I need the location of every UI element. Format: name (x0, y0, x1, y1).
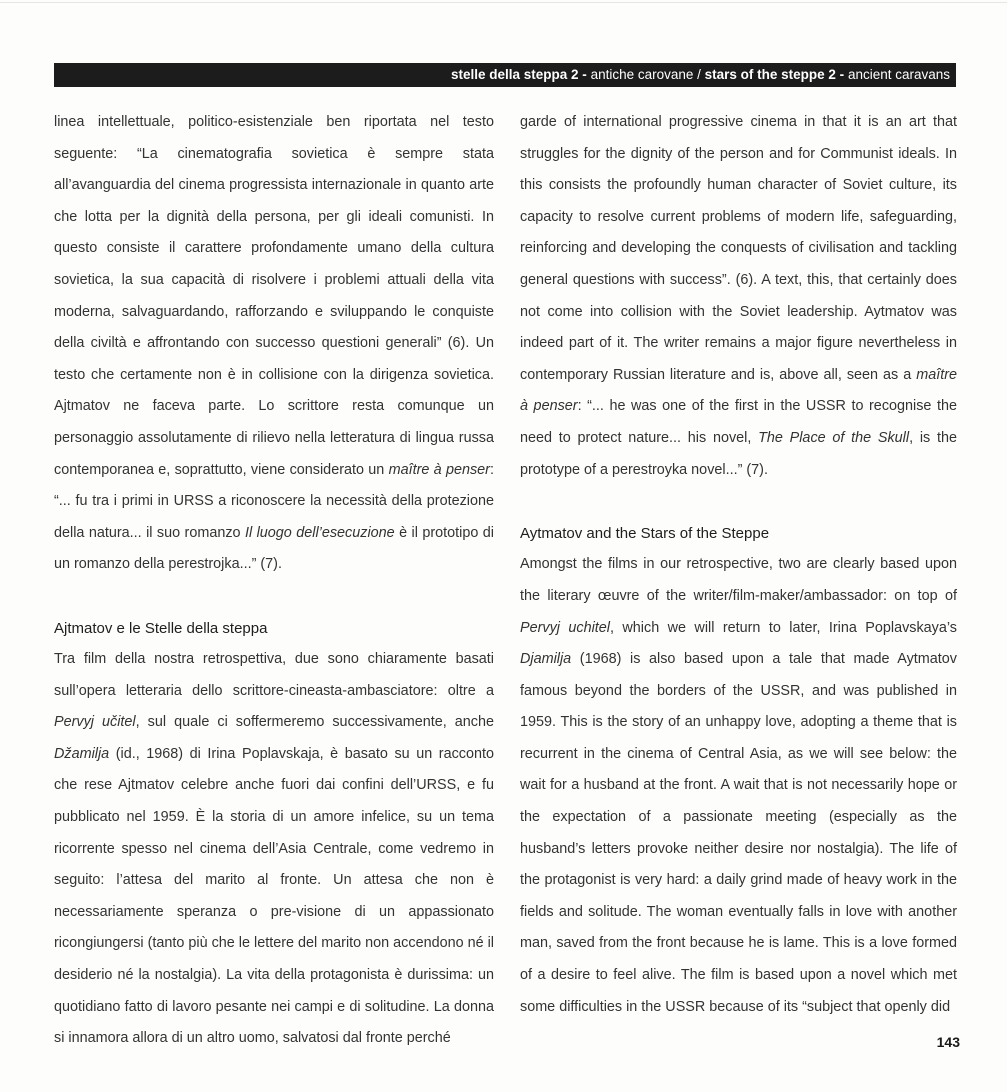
english-column (520, 107, 957, 1023)
text-run: garde of international progressive cinema in that it is an art that struggles for the dignity of the person and for Communist ideals. In this consists the profoundly human character of Soviet culture, its capacity to resolve current problems of modern life, safeguarding, reinforcing and developing the conquests of civilisation and tackling general questions with success”. (6). A text, this, that certainly does not come into collision with the Soviet leadership. Aytmatov was indeed part of it. The writer remains a major figure nevertheless in contemporary Russian literature and is, above all, seen as a (520, 114, 957, 383)
header-en-light: ancient caravans (847, 67, 950, 82)
header-en-bold: stars of the steppe 2 - (704, 67, 848, 82)
italic-title: Djamilja (520, 651, 572, 668)
section-spacer (520, 486, 957, 518)
text-run: è il prototipo di un romanzo della perestrojka...” (7). (54, 524, 494, 573)
english-paragraph-1 (520, 107, 957, 486)
italic-title: The Place of the Skull (758, 429, 910, 446)
italic-title: Il luogo dell’esecuzione (244, 524, 395, 541)
text-run: (1968) is also based upon a tale that made Aytmatov famous beyond the borders of the USSR, and was published in 1959. This is the story of an unhappy love, adopting a theme that is recurrent in the cinema of Central Asia, as we will see below: the wait for a husband at the front. A wait that is not necessarily hope or the expectation of a passionate meeting (especially as the husband’s letters provoke neither desire nor nostalgia). The life of the protagonist is very hard: a daily grind made of heavy work in the fields and solitude. The woman eventually falls in love with another man, saved from the front because he is lame. This is a love formed of a desire to feel alive. The film is based upon a novel which met some difficulties in the USSR because of its “subject that openly did (520, 651, 957, 1015)
english-paragraph-2 (520, 549, 957, 1023)
text-run: Amongst the films in our retrospective, two are clearly based upon the literary œuvre of the writer/film-maker/ambassador: on top of (520, 556, 957, 604)
text-run: , sul quale ci soffermeremo successivamente, anche (135, 714, 494, 731)
italic-term: maître à penser (388, 461, 490, 478)
text-run: , which we will return to later, Irina Poplavskaya’s (610, 619, 958, 636)
text-run: , is the prototype of a perestroyka novel...” (7). (520, 429, 957, 478)
header-it-light: antiche carovane / (590, 67, 705, 82)
italic-title: Pervyj uchitel (520, 619, 610, 636)
text-run: : “... he was one of the first in the USSR to recognise the need to protect nature... his novel, (520, 398, 957, 446)
italian-paragraph-1 (54, 107, 494, 581)
header-it-bold: stelle della steppa 2 - (451, 67, 591, 82)
italic-title: Pervyj učitel (54, 714, 136, 731)
page-number: 143 (936, 1034, 960, 1050)
italian-column (54, 107, 494, 1055)
italic-term: maître à penser (520, 366, 957, 415)
text-run: (id., 1968) di Irina Poplavskaja, è basato su un racconto che rese Ajtmatov celebre anche fuori dai confini dell’URSS, e fu pubblicato nel 1959. È la storia di un amore infelice, su un tema ricorrente spesso nel cinema dell’Asia Centrale, come vedremo in seguito: l’attesa del marito al fronte. Un attesa che non è necessariamente speranza o pre-visione di un appassionato ricongiungersi (tanto più che le lettere del marito non accendono né il desiderio né la nostalgia). La vita della protagonista è durissima: un quotidiano fatto di lavoro pesante nei campi e di solitudine. La donna si innamora allora di un altro uomo, salvatosi dal fronte perché (54, 745, 494, 1047)
italic-title: Džamilja (54, 745, 110, 762)
running-header (54, 63, 956, 87)
text-run: : “... fu tra i primi in URSS a riconoscere la necessità della protezione della natura... il suo romanzo (54, 461, 494, 541)
top-rule (0, 2, 1007, 3)
text-run: linea intellettuale, politico-esistenziale ben riportata nel testo seguente: “La cinematografia sovietica è sempre stata all’avanguardia del cinema progressista internazionale in quanto arte che lotta per la dignità della persona, per gli ideali comunisti. In questo consiste il carattere profondamente umano della cultura sovietica, la sua capacità di risolvere i problemi attuali della vita moderna, salvaguardando, rafforzando e sviluppando le conquiste della civiltà e affrontando con successo questioni generali” (6). Un testo che certamente non è in collisione con la dirigenza sovietica. Ajtmatov ne faceva parte. Lo scrittore resta comunque un personaggio assolutamente di rilievo nella letteratura di lingua russa contemporanea e, soprattutto, viene considerato un (54, 114, 494, 478)
english-section-heading: Aytmatov and the Stars of the Steppe (520, 524, 770, 542)
italian-paragraph-2 (54, 644, 494, 1055)
text-run: Tra film della nostra retrospettiva, due sono chiaramente basati sull’opera letteraria dello scrittore-cineasta-ambasciatore: oltre a (54, 651, 494, 699)
section-spacer (54, 581, 494, 613)
italian-section-heading: Ajtmatov e le Stelle della steppa (54, 619, 268, 637)
